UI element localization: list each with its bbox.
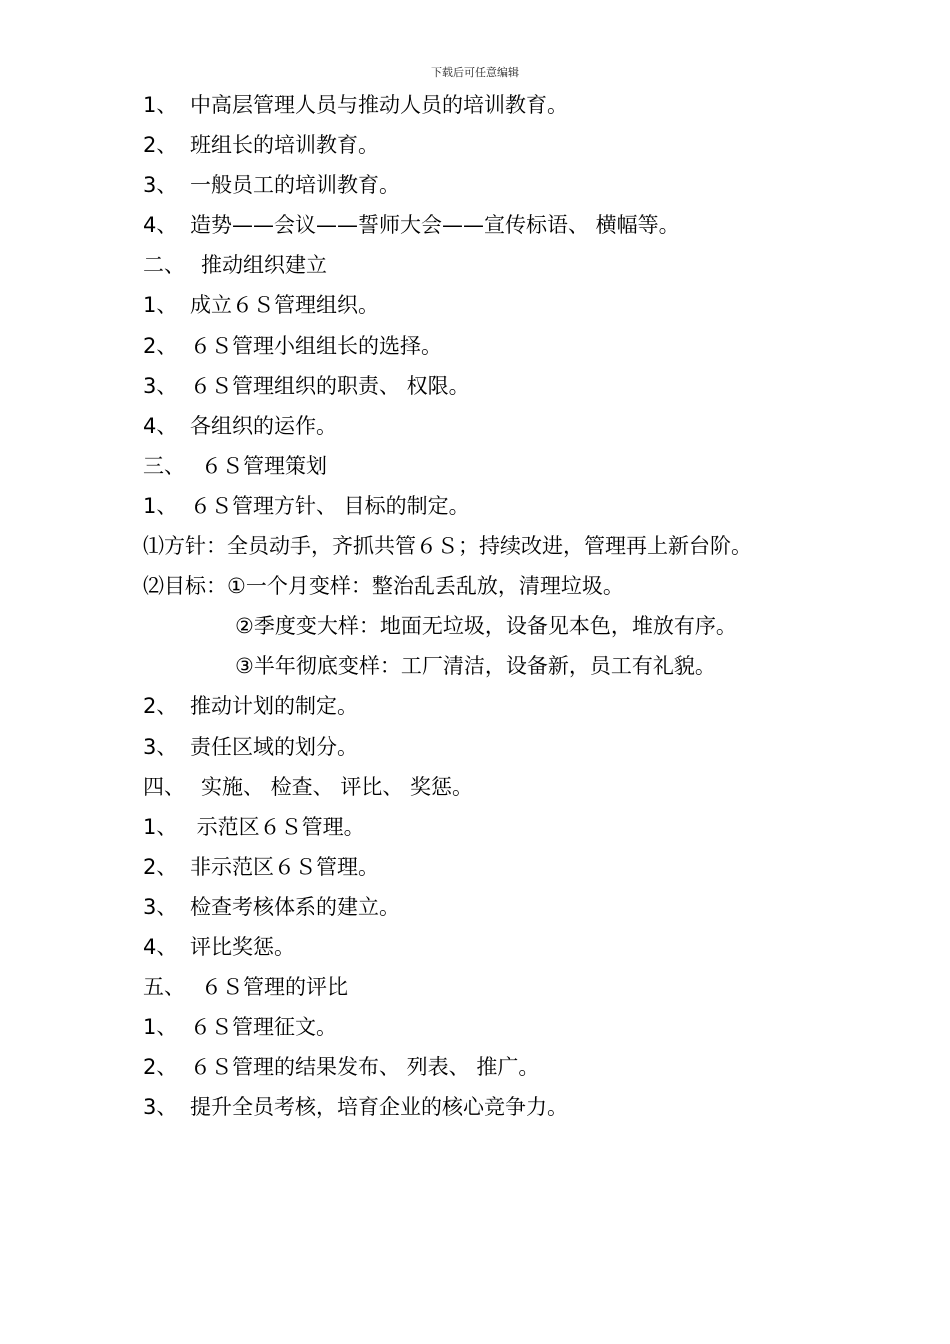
section-heading — [0, 767, 950, 807]
sub-item-goal — [0, 566, 950, 606]
list-item — [0, 326, 950, 366]
item-number: 1、 — [143, 93, 178, 117]
item-number: 2、 — [143, 133, 178, 158]
sub-item-goal-3 — [0, 646, 950, 686]
list-item — [0, 1047, 950, 1087]
item-text: 造势——会议——誓师大会——宣传标语、 横幅等。 — [190, 213, 680, 238]
item-text: 提升全员考核，培育企业的核心竞争力。 — [190, 1095, 568, 1120]
item-text: 各组织的运作。 — [190, 413, 337, 438]
section-title: ６Ｓ管理的评比 — [201, 975, 348, 1000]
item-number: 2、 — [143, 333, 178, 358]
item-number: 1、 — [143, 814, 178, 839]
list-item — [0, 406, 950, 446]
list-item — [0, 165, 950, 205]
item-number: 1、 — [143, 293, 178, 318]
section-title: 推动组织建立 — [201, 253, 327, 278]
sub-item-policy — [0, 526, 950, 566]
item-text: 评比奖惩。 — [190, 934, 295, 959]
document-body — [0, 85, 950, 1127]
sub-item-goal-2 — [0, 606, 950, 646]
list-item — [0, 205, 950, 245]
item-text: 检查考核体系的建立。 — [190, 894, 400, 919]
page-header: 下载后可任意编辑 — [431, 66, 519, 79]
list-item — [0, 727, 950, 767]
item-text: ６Ｓ管理征文。 — [190, 1015, 337, 1040]
item-number: 3、 — [143, 373, 178, 398]
item-number: 2、 — [143, 694, 178, 719]
list-item — [0, 486, 950, 526]
list-item — [0, 1087, 950, 1127]
item-number: 2、 — [143, 1055, 178, 1080]
item-number: 3、 — [143, 1095, 178, 1120]
item-text: ③半年彻底变样：工厂清洁，设备新，员工有礼貌。 — [235, 654, 716, 679]
list-item — [0, 285, 950, 325]
section-number: 四、 — [143, 774, 185, 799]
item-text: ⑴方针：全员动手，齐抓共管６Ｓ；持续改进，管理再上新台阶。 — [143, 534, 752, 559]
list-item — [0, 366, 950, 406]
item-text: 中高层管理人员与推动人员的培训教育。 — [190, 93, 568, 117]
item-text: 班组长的培训教育。 — [190, 133, 379, 158]
section-number: 五、 — [143, 975, 185, 1000]
section-number: 二、 — [143, 253, 185, 278]
item-text: ６Ｓ管理方针、 目标的制定。 — [190, 493, 470, 518]
list-item — [0, 686, 950, 726]
item-text: ②季度变大样：地面无垃圾，设备见本色，堆放有序。 — [235, 614, 737, 639]
item-number: 4、 — [143, 413, 178, 438]
item-text: 一般员工的培训教育。 — [190, 173, 400, 198]
list-item — [0, 887, 950, 927]
list-item — [0, 807, 950, 847]
item-text: 责任区域的划分。 — [190, 734, 358, 759]
section-title: ６Ｓ管理策划 — [201, 453, 327, 478]
item-text: ６Ｓ管理的结果发布、 列表、 推广。 — [190, 1055, 540, 1080]
item-text: ６Ｓ管理组织的职责、 权限。 — [190, 373, 470, 398]
list-item — [0, 125, 950, 165]
item-number: 4、 — [143, 213, 178, 238]
section-number: 三、 — [143, 453, 185, 478]
section-title: 实施、 检查、 评比、 奖惩。 — [201, 774, 474, 799]
item-number: 2、 — [143, 854, 178, 879]
list-item — [0, 847, 950, 887]
item-text: 成立６Ｓ管理组织。 — [190, 293, 379, 318]
item-number: 3、 — [143, 894, 178, 919]
item-text: 推动计划的制定。 — [190, 694, 358, 719]
item-number: 1、 — [143, 493, 178, 518]
item-number: 4、 — [143, 934, 178, 959]
list-item — [0, 1007, 950, 1047]
item-number: 3、 — [143, 734, 178, 759]
item-number: 3、 — [143, 173, 178, 198]
section-heading — [0, 967, 950, 1007]
section-heading — [0, 446, 950, 486]
list-item — [0, 927, 950, 967]
section-heading — [0, 245, 950, 285]
item-text: ⑵目标：①一个月变样：整治乱丢乱放，清理垃圾。 — [143, 574, 624, 599]
item-text: ６Ｓ管理小组组长的选择。 — [190, 333, 442, 358]
item-number: 1、 — [143, 1015, 178, 1040]
item-text: 示范区６Ｓ管理。 — [190, 814, 365, 839]
item-text: 非示范区６Ｓ管理。 — [190, 854, 379, 879]
list-item — [0, 85, 950, 125]
